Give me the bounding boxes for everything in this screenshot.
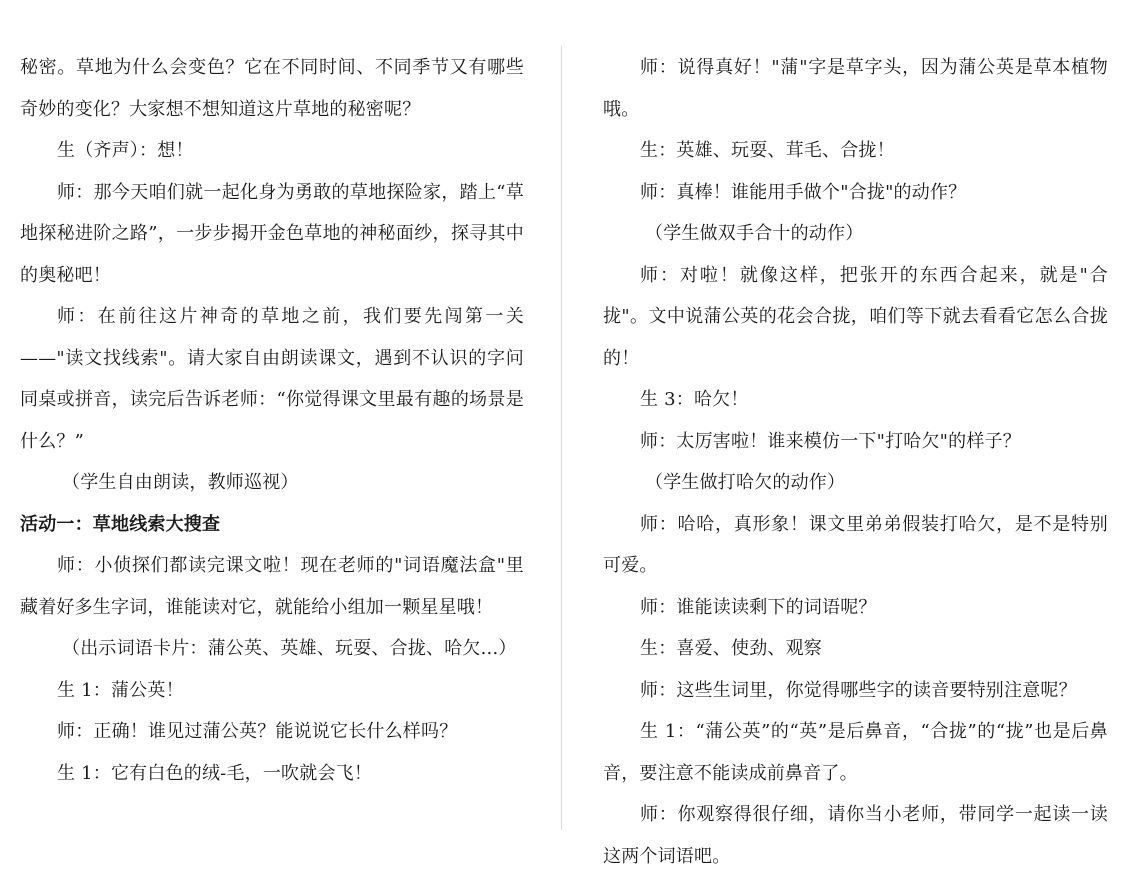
right-column [603,47,1108,877]
teacher-line: 师：正确！谁见过蒲公英？能说说它长什么样吗？ [57,721,458,742]
student-line: 生（齐声）：想！ [57,140,194,161]
teacher-line: 师：这些生词里，你觉得哪些字的读音要特别注意呢？ [640,679,1077,701]
paragraph: 秘密。草地为什么会变色？它在不同时间、不同季节又有哪些奇妙的变化？大家想不想知道这片草地的秘密呢？ [20,57,524,120]
student-line: 生：英雄、玩耍、茸毛、合拢！ [640,140,895,161]
teacher-line: 师：在前往这片神奇的草地之前，我们要先闯第一关——"读文找线索"。请大家自由朗读课文，遇到不认识的字问同桌或拼音，读完后告诉老师：“你觉得课文里最有趣的场景是什么？” [20,306,524,452]
teacher-line: 师：说得真好！"蒲"字是草字头，因为蒲公英是草本植物哦。 [603,57,1108,120]
student-line: 生 1：“蒲公英”的“英”是后鼻音，“合拢”的“拢”也是后鼻音，要注意不能读成前鼻音了。 [603,721,1108,784]
stage-note: （学生自由朗读，教师巡视） [62,472,299,493]
teacher-line: 师：太厉害啦！谁来模仿一下"打哈欠"的样子？ [640,430,1021,452]
student-line: 生 1：蒲公英！ [57,679,184,701]
column-divider [561,46,562,830]
left-column [20,47,524,794]
teacher-line: 师：小侦探们都读完课文啦！现在老师的"词语魔法盒"里藏着好多生字词，谁能读对它，就能给小组加一颗星星哦！ [20,555,524,618]
stage-note: （出示词语卡片：蒲公英、英雄、玩耍、合拢、哈欠...） [62,638,517,659]
student-line: 生：喜爱、使劲、观察 [640,638,822,659]
student-line: 生 3：哈欠！ [640,389,749,410]
teacher-line: 师：对啦！就像这样，把张开的东西合起来，就是"合拢"。文中说蒲公英的花会合拢，咱们等下就去看看它怎么合拢的！ [603,264,1108,369]
teacher-line: 师：那今天咱们就一起化身为勇敢的草地探险家，踏上“草地探秘进阶之路”，一步步揭开金色草地的神秘面纱，探寻其中的奥秘吧！ [20,181,524,286]
teacher-line: 师：你观察得很仔细，请你当小老师，带同学一起读一读这两个词语吧。 [603,804,1108,867]
stage-note: （学生做打哈欠的动作） [645,472,846,493]
teacher-line: 师：谁能读读剩下的词语呢？ [640,596,877,618]
student-line: 生 1：它有白色的绒-毛，一吹就会飞！ [57,762,373,784]
teacher-line: 师：哈哈，真形象！课文里弟弟假装打哈欠，是不是特别可爱。 [603,513,1108,576]
teacher-line: 师：真棒！谁能用手做个"合拢"的动作？ [640,181,967,203]
activity-heading: 活动一：草地线索大搜查 [20,513,221,535]
stage-note: （学生做双手合十的动作） [645,223,864,244]
